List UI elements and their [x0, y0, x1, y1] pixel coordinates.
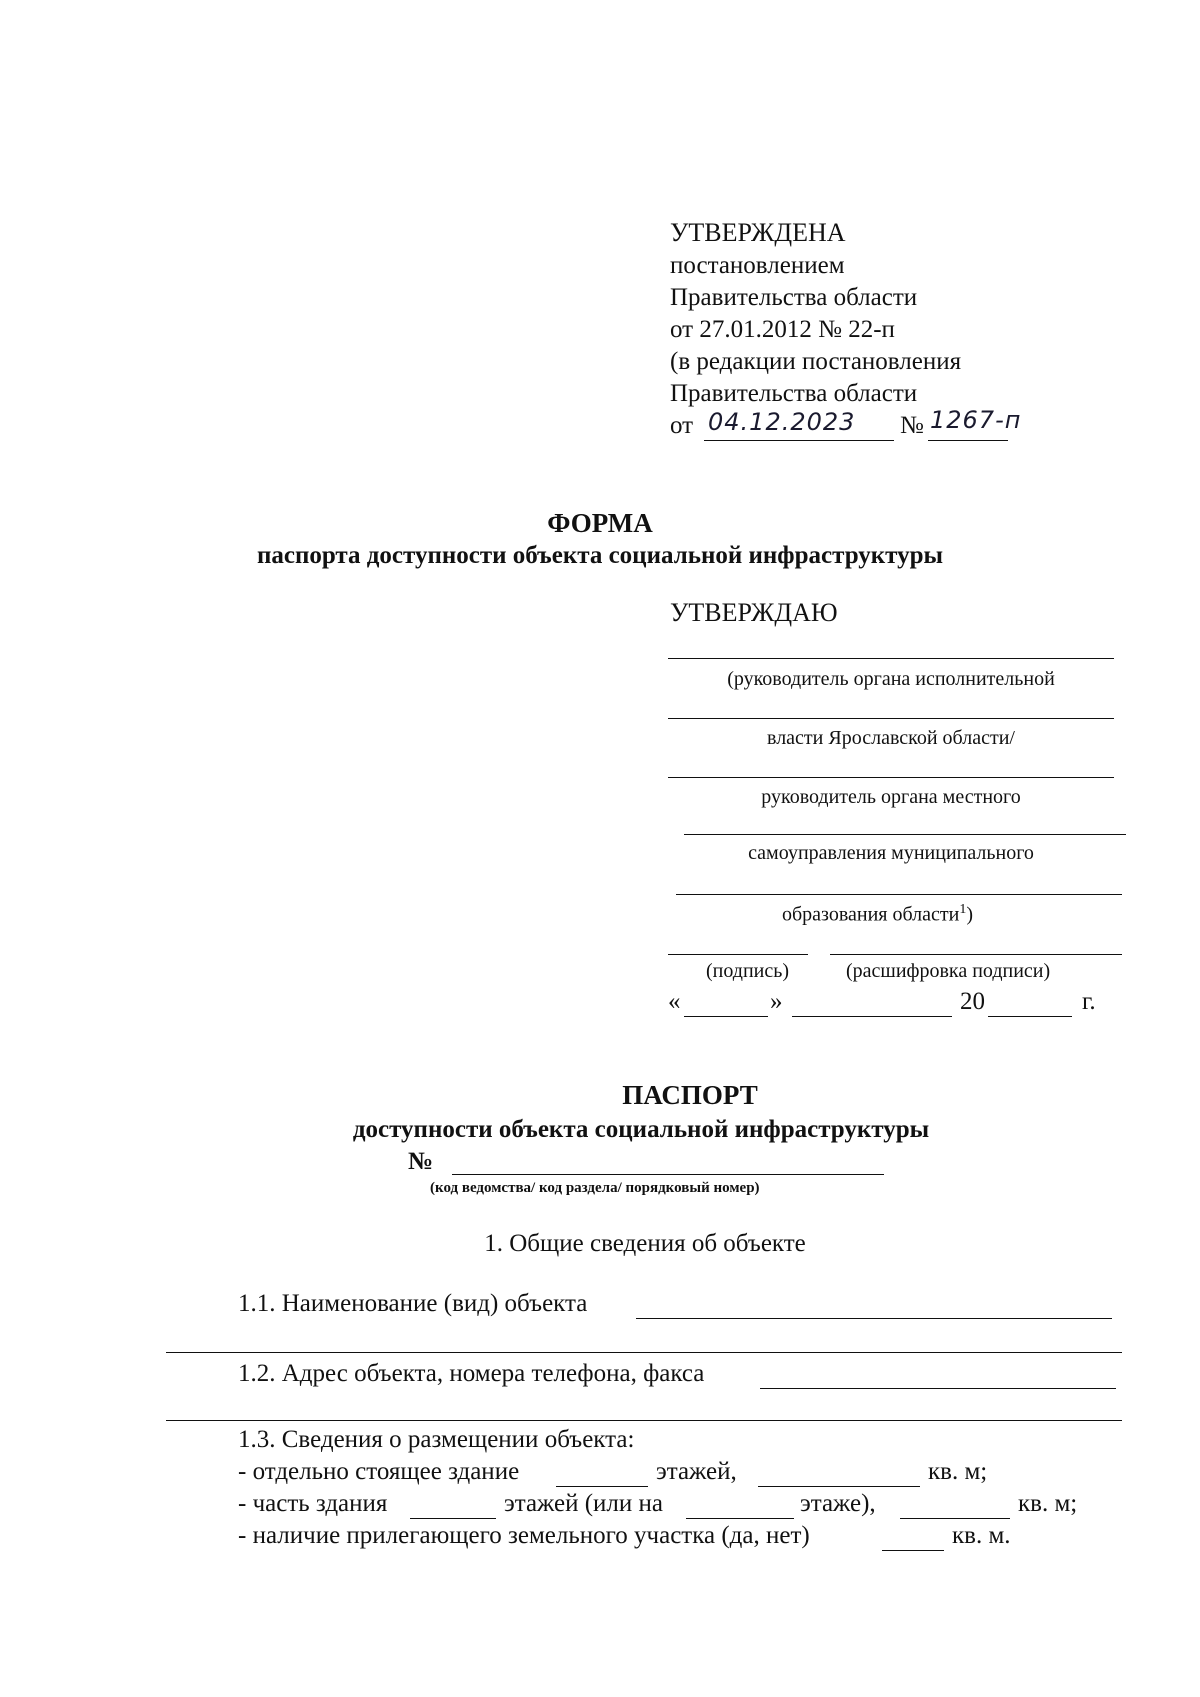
caption: самоуправления муниципального [748, 842, 1034, 864]
approval-line: постановлением [670, 252, 845, 279]
row-b-area-blank [900, 1518, 1010, 1519]
row-b-floors-blank [410, 1518, 496, 1519]
day-blank [684, 1016, 768, 1017]
approval-line: (в редакции постановления [670, 348, 962, 375]
row-a-text: этажей, [656, 1458, 737, 1485]
decoding-label: (расшифровка подписи) [846, 960, 1051, 982]
month-blank [792, 1016, 952, 1017]
signature-line [668, 777, 1114, 778]
item-1-2-label: 1.2. Адрес объекта, номера телефона, факса [238, 1360, 705, 1387]
item-1-1-field-cont [166, 1352, 1122, 1353]
row-a-area-blank [758, 1486, 920, 1487]
signature-line [676, 894, 1122, 895]
caption-text: образования области [782, 903, 960, 926]
approval-line: от 27.01.2012 № 22-п [670, 316, 895, 343]
row-c-area-blank [882, 1550, 944, 1551]
signature-label: (подпись) [706, 960, 790, 982]
passport-number-hint: (код ведомства/ код раздела/ порядковый номер) [430, 1180, 760, 1196]
row-a-text: - отдельно стоящее здание [238, 1458, 520, 1485]
year-prefix: 20 [960, 988, 985, 1015]
date-close-quote: » [770, 988, 783, 1015]
caption-last [782, 902, 973, 927]
approval-date-prefix: от [670, 412, 694, 439]
form-subtitle: паспорта доступности объекта социальной инфраструктуры [256, 542, 944, 569]
signature-short-line [668, 954, 808, 955]
approval-heading: УТВЕРЖДЕНА [670, 218, 846, 247]
year-suffix: г. [1082, 988, 1096, 1015]
passport-title: ПАСПОРТ [622, 1080, 758, 1110]
item-1-3-label: 1.3. Сведения о размещении объекта: [238, 1426, 635, 1453]
item-1-2-field [760, 1388, 1116, 1389]
row-a-text: кв. м; [928, 1458, 988, 1485]
row-b-text: этаже), [800, 1490, 876, 1517]
handwritten-number: 1267-п [930, 406, 1022, 434]
item-1-1-label: 1.1. Наименование (вид) объекта [238, 1290, 588, 1317]
approval-line: Правительства области [670, 380, 918, 407]
signature-line [668, 718, 1114, 719]
section-heading: 1. Общие сведения об объекте [484, 1230, 806, 1257]
row-a-floors-blank [556, 1486, 648, 1487]
date-open-quote: « [668, 988, 681, 1015]
item-1-1-field [636, 1318, 1112, 1319]
row-b-text: этажей (или на [504, 1490, 664, 1517]
caption: власти Ярославской области/ [767, 727, 1015, 749]
passport-subtitle: доступности объекта социальной инфраструктуры [352, 1116, 930, 1143]
decoding-line [830, 954, 1122, 955]
year-blank [988, 1016, 1072, 1017]
footnote-mark: 1 [959, 902, 967, 917]
approve-heading: УТВЕРЖДАЮ [670, 598, 838, 627]
caption: (руководитель органа исполнительной [727, 668, 1055, 690]
handwritten-date: 04.12.2023 [708, 408, 856, 436]
row-b-floor-blank [686, 1518, 794, 1519]
passport-number-line [452, 1174, 884, 1175]
signature-line [684, 834, 1126, 835]
row-c-text: - наличие прилегающего земельного участка (да, нет) [238, 1522, 810, 1549]
caption: руководитель органа местного [761, 786, 1021, 808]
item-1-2-field-cont [166, 1420, 1122, 1421]
passport-number-sign: № [408, 1148, 434, 1175]
approval-number-prefix: № [900, 412, 924, 439]
caption-close: ) [966, 903, 974, 926]
form-title: ФОРМА [547, 508, 653, 538]
approval-line: Правительства области [670, 284, 918, 311]
signature-line [668, 658, 1114, 659]
row-b-text: - часть здания [238, 1490, 388, 1517]
row-c-text: кв. м. [952, 1522, 1011, 1549]
date-underline [704, 440, 894, 441]
number-underline [928, 440, 1008, 441]
row-b-text: кв. м; [1018, 1490, 1078, 1517]
